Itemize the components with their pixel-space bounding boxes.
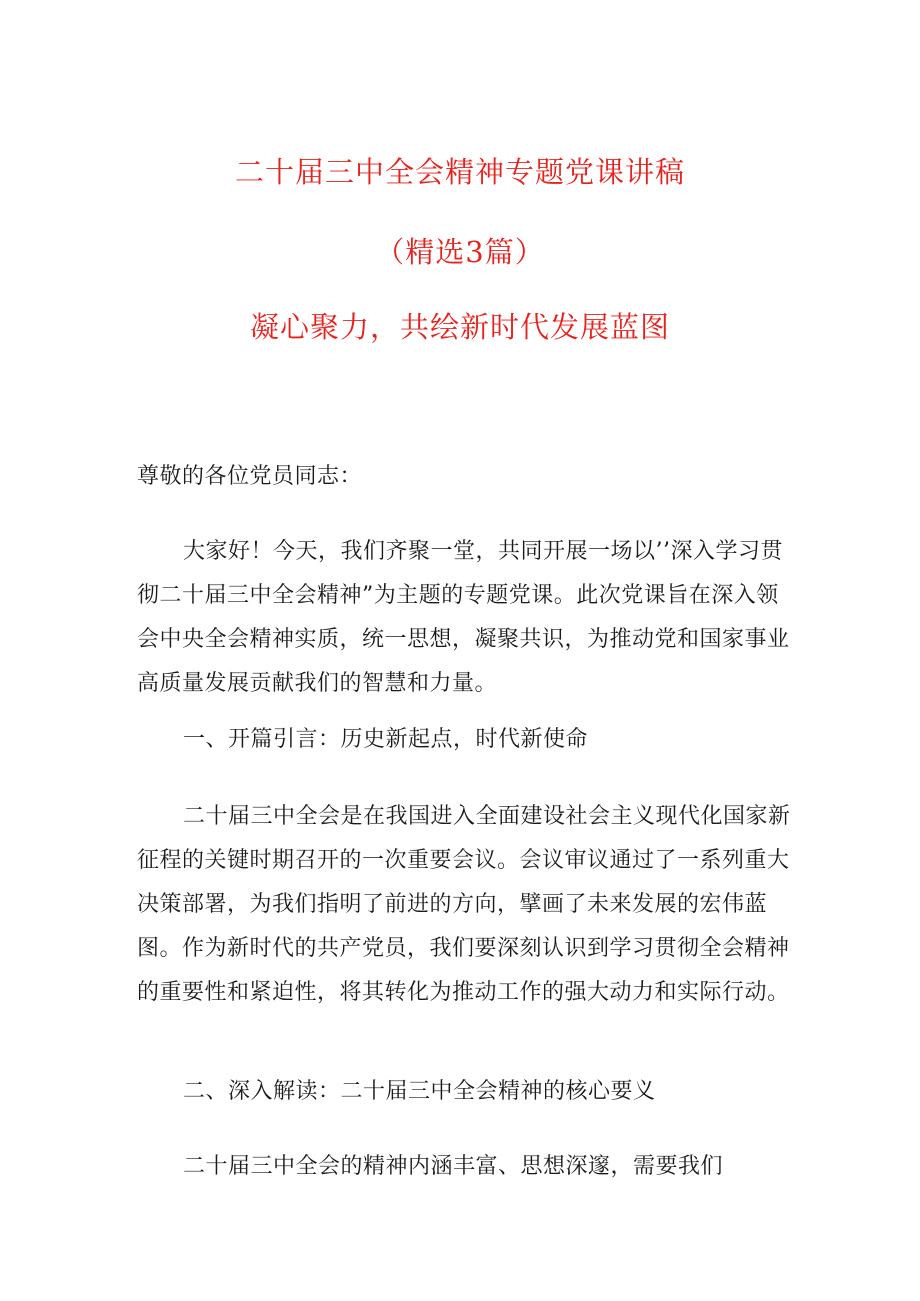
paragraph-intro: 大家好！今天，我们齐聚一堂，共同开展一场以’’深入学习贯彻二十届三中全会精神”为主题的专题党课。此次党课旨在深入领会中央全会精神实质，统一思想，凝聚共识，为推动党和国家事业高质量发展贡献我们的智慧和力量。: [137, 539, 790, 696]
document-subtitle: （精选3篇）: [375, 235, 545, 269]
paragraph-section-2: 二十届三中全会的精神内涵丰富、思想深邃，需要我们: [183, 1154, 724, 1179]
document-title: 二十届三中全会精神专题党课讲稿: [234, 155, 685, 189]
section-heading-1: 一、开篇引言：历史新起点，时代新使命: [183, 727, 589, 752]
paragraph-section-1: 二十届三中全会是在我国进入全面建设社会主义现代化国家新征程的关键时期召开的一次重要会议。会议审议通过了一系列重大决策部署，为我们指明了前进的方向，擘画了未来发展的宏伟蓝图。作为新时代的共产党员，我们要深刻认识到学习贯彻全会精神的重要性和紧迫性，将其转化为推动工作的强大动力和实际行动。: [137, 804, 791, 1005]
section-heading-2: 二、深入解读：二十届三中全会精神的核心要义: [183, 1079, 656, 1104]
salutation: 尊敬的各位党员同志：: [137, 464, 363, 489]
article-title: 凝心聚力，共绘新时代发展蓝图: [249, 310, 670, 344]
